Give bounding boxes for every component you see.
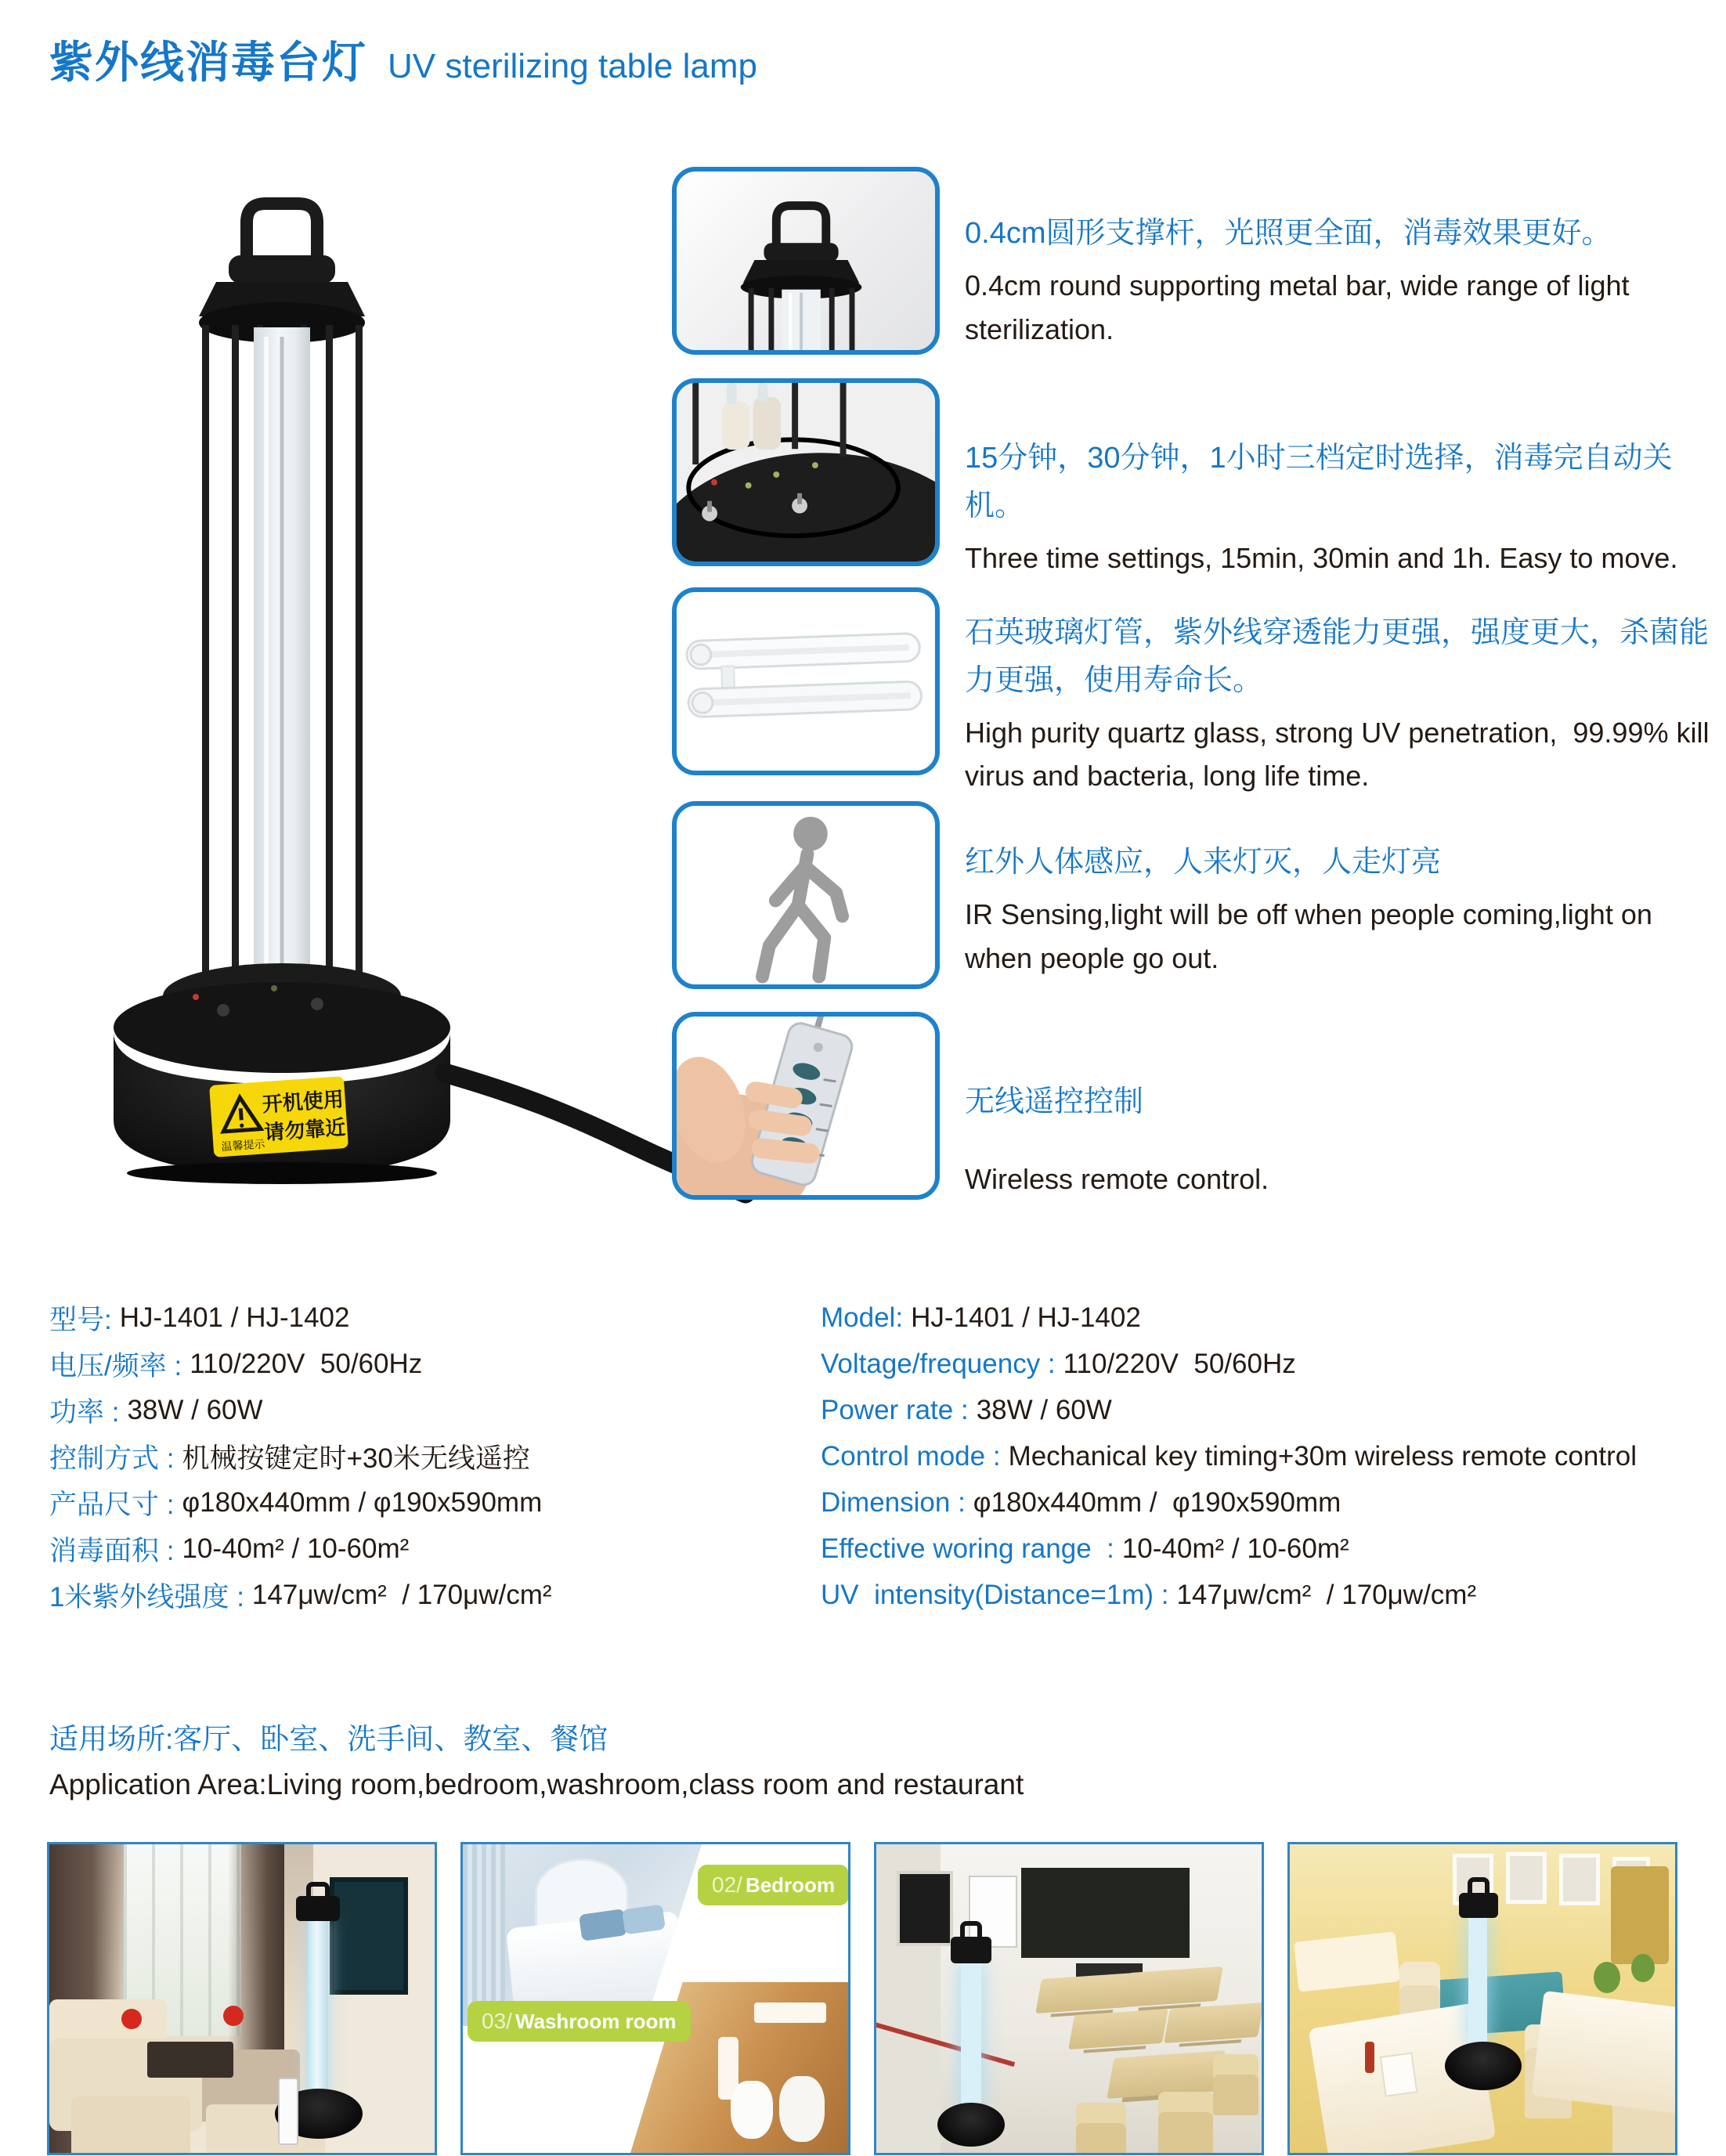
page-title-english: UV sterilizing table lamp — [388, 47, 757, 85]
spec-label: Effective woring range : — [821, 1533, 1114, 1564]
spec-label: UV intensity(Distance=1m) : — [821, 1579, 1169, 1610]
uv-lamp-handle — [1468, 1877, 1489, 1894]
feature-zh: 无线遥控控制 — [965, 1085, 1144, 1118]
feature-en: Three time settings, 15min, 30min and 1h. Easy to move. — [965, 541, 1678, 574]
spec-row-intensity-zh — [49, 1572, 801, 1618]
feature-image-quartz-tubes — [672, 587, 940, 775]
spec-label: 功率 : — [49, 1396, 120, 1428]
feature-zh: 石英玻璃灯管，紫外线穿透能力更强，强度更大，杀菌能力更强，使用寿命长。 — [965, 616, 1710, 697]
walking-person-icon — [677, 806, 935, 984]
coffee-table — [147, 2042, 233, 2078]
timer-base-icon — [677, 383, 935, 562]
application-photos — [47, 1842, 1677, 2155]
spec-row-model-en — [821, 1295, 1721, 1341]
feature-zh: 红外人体感应，人来灯灭，人走灯亮 — [965, 846, 1442, 879]
blackboard — [1021, 1868, 1190, 1958]
toilet — [779, 2076, 825, 2142]
uv-lamp-tube — [308, 1919, 328, 2099]
uv-lamp-cap — [951, 1937, 991, 1963]
spec-label: 消毒面积 : — [49, 1535, 175, 1566]
uv-lamp-cap — [296, 1896, 340, 1921]
lamp-top-icon — [677, 172, 935, 350]
warning-line-1: 开机使用 — [261, 1087, 345, 1117]
feature-zh: 0.4cm圆形支撑杆，光照更全面，消毒效果更好。 — [965, 217, 1612, 250]
spec-row-dimension-zh — [49, 1479, 801, 1526]
badge-label: Washroom room — [515, 2010, 677, 2033]
spec-row-voltage-zh — [49, 1341, 801, 1387]
spec-label: 产品尺寸 : — [49, 1489, 175, 1520]
ottoman — [71, 2096, 190, 2155]
feature-text-quartz-glass — [965, 609, 1717, 798]
base-shoulder — [114, 982, 450, 1073]
spec-value: HJ-1401 / HJ-1402 — [911, 1302, 1141, 1333]
spec-label: 1米紫外线强度 : — [49, 1581, 244, 1612]
photo-classroom — [874, 1842, 1264, 2155]
uv-lamp-base — [1445, 2042, 1522, 2090]
uv-lamp-base — [937, 2103, 1005, 2147]
spec-row-control-en — [821, 1433, 1721, 1479]
feature-image-lamp-top — [672, 167, 940, 355]
plant — [1594, 1962, 1620, 1993]
chair — [1213, 2054, 1258, 2115]
photo-bedroom-washroom — [460, 1842, 850, 2155]
warning-caption: 温馨提示 — [220, 1137, 265, 1154]
spec-row-dimension-en — [821, 1479, 1721, 1526]
photo-restaurant — [1287, 1842, 1677, 2155]
spec-row-power-en — [821, 1387, 1721, 1433]
spec-label: 型号: — [49, 1304, 112, 1335]
spec-value: 10-40m² / 10-60m² — [1121, 1533, 1349, 1564]
spec-row-model-zh — [49, 1295, 801, 1341]
chair — [1158, 2092, 1213, 2155]
uv-lamp-tube — [961, 1962, 981, 2109]
warning-line-2: 请勿靠近 — [263, 1115, 347, 1145]
desk — [1068, 2009, 1168, 2049]
spec-value: 10-40m² / 10-60m² — [182, 1533, 410, 1564]
feature-en: Wireless remote control. — [965, 1162, 1269, 1195]
table — [1531, 1991, 1677, 2114]
picture-frame — [1506, 1852, 1547, 1904]
spec-value: φ180x440mm / φ190x590mm — [182, 1486, 543, 1518]
feature-zh: 15分钟，30分钟，1小时三档定时选择，消毒完自动关机。 — [965, 442, 1673, 522]
spec-row-control-zh — [49, 1433, 801, 1479]
badge-bedroom — [698, 1865, 849, 1905]
quartz-tubes-icon — [677, 592, 935, 771]
napkin-holder — [1380, 2052, 1418, 2096]
spec-value: 147μw/cm² / 170μw/cm² — [251, 1579, 552, 1610]
spec-row-intensity-en — [821, 1572, 1721, 1618]
spec-label: Control mode : — [821, 1440, 1001, 1472]
feature-image-timer-base — [672, 378, 940, 566]
badge-number: 02/ — [712, 1873, 742, 1897]
feature-image-remote-control — [672, 1012, 940, 1200]
spec-value: φ180x440mm / φ190x590mm — [973, 1486, 1341, 1518]
bedroom-photo — [463, 1844, 702, 2026]
spec-row-area-zh — [49, 1526, 801, 1572]
spec-row-voltage-en — [821, 1341, 1721, 1387]
spec-value: Mechanical key timing+30m wireless remote control — [1008, 1440, 1637, 1472]
spec-table-english — [821, 1295, 1721, 1618]
picture-frame — [1559, 1854, 1600, 1905]
photo-living-room — [47, 1842, 437, 2155]
spec-value: HJ-1401 / HJ-1402 — [119, 1302, 350, 1333]
desk — [1164, 2003, 1264, 2043]
uv-lamp-cap — [1459, 1893, 1498, 1918]
remote-in-hand-icon — [677, 1017, 935, 1195]
spec-label: Power rate : — [821, 1394, 969, 1425]
desk — [1035, 1973, 1136, 2013]
feature-text-remote — [965, 1078, 1713, 1201]
bidet — [731, 2081, 773, 2139]
shelf — [754, 2003, 826, 2023]
desk — [1123, 1966, 1223, 2007]
lamp-handle — [247, 204, 317, 260]
page-title — [49, 28, 757, 91]
spec-value: 147μw/cm² / 170μw/cm² — [1176, 1579, 1477, 1610]
base-bottom-shadow — [127, 1162, 437, 1184]
spec-value: 110/220V 50/60Hz — [1063, 1348, 1296, 1379]
wall-tv — [897, 1871, 953, 1946]
spec-value: 38W / 60W — [976, 1394, 1112, 1425]
uv-lamp-tube — [1468, 1916, 1487, 2048]
spec-label: Voltage/frequency : — [821, 1348, 1056, 1379]
feature-en: High purity quartz glass, strong UV penetration, 99.99% kill virus and bacteria, long life time. — [965, 716, 1717, 793]
uv-lamp-handle — [960, 1921, 982, 1938]
badge-washroom — [468, 2001, 691, 2042]
feature-en: IR Sensing,light will be off when people coming,light on when people go out. — [965, 897, 1660, 974]
spec-label: Model: — [821, 1302, 904, 1333]
feature-text-timer — [965, 435, 1713, 580]
application-area-english: Application Area:Living room,bedroom,washroom,class room and restaurant — [49, 1768, 1024, 1800]
remote-control — [278, 2078, 298, 2145]
badge-label: Bedroom — [745, 1873, 836, 1897]
feature-image-ir-sensing — [672, 801, 940, 989]
red-vase — [121, 2009, 142, 2029]
spec-value: 机械按键定时+30米无线遥控 — [182, 1443, 530, 1474]
spec-table-chinese — [49, 1295, 801, 1618]
table — [1294, 1931, 1400, 1992]
page-title-chinese: 紫外线消毒台灯 — [49, 38, 367, 87]
chair — [1076, 2103, 1126, 2155]
spec-row-power-zh — [49, 1387, 801, 1433]
spec-label: 电压/频率 : — [49, 1350, 182, 1381]
spec-row-range-en — [821, 1526, 1721, 1572]
tv — [330, 1877, 408, 1995]
feature-text-ir-sensing — [965, 839, 1713, 980]
plant — [1631, 1954, 1655, 1982]
spec-value: 110/220V 50/60Hz — [190, 1348, 423, 1379]
application-area-chinese: 适用场所:客厅、卧室、洗手间、教室、餐馆 — [49, 1723, 608, 1755]
curtain — [463, 1844, 505, 2026]
shelf — [1611, 1866, 1669, 1964]
feature-text-support-bar — [965, 210, 1713, 351]
red-vase — [223, 2006, 244, 2026]
spec-label: 控制方式 : — [49, 1443, 175, 1474]
sauce-bottle — [1365, 2042, 1374, 2073]
spec-label: Dimension : — [821, 1486, 966, 1518]
application-area — [49, 1720, 1024, 1804]
badge-number: 03/ — [482, 2009, 512, 2033]
feature-en: 0.4cm round supporting metal bar, wide range of light sterilization. — [965, 269, 1638, 345]
lamp-cap-top — [229, 255, 335, 283]
spec-value: 38W / 60W — [127, 1394, 263, 1425]
warning-label — [209, 1076, 348, 1157]
